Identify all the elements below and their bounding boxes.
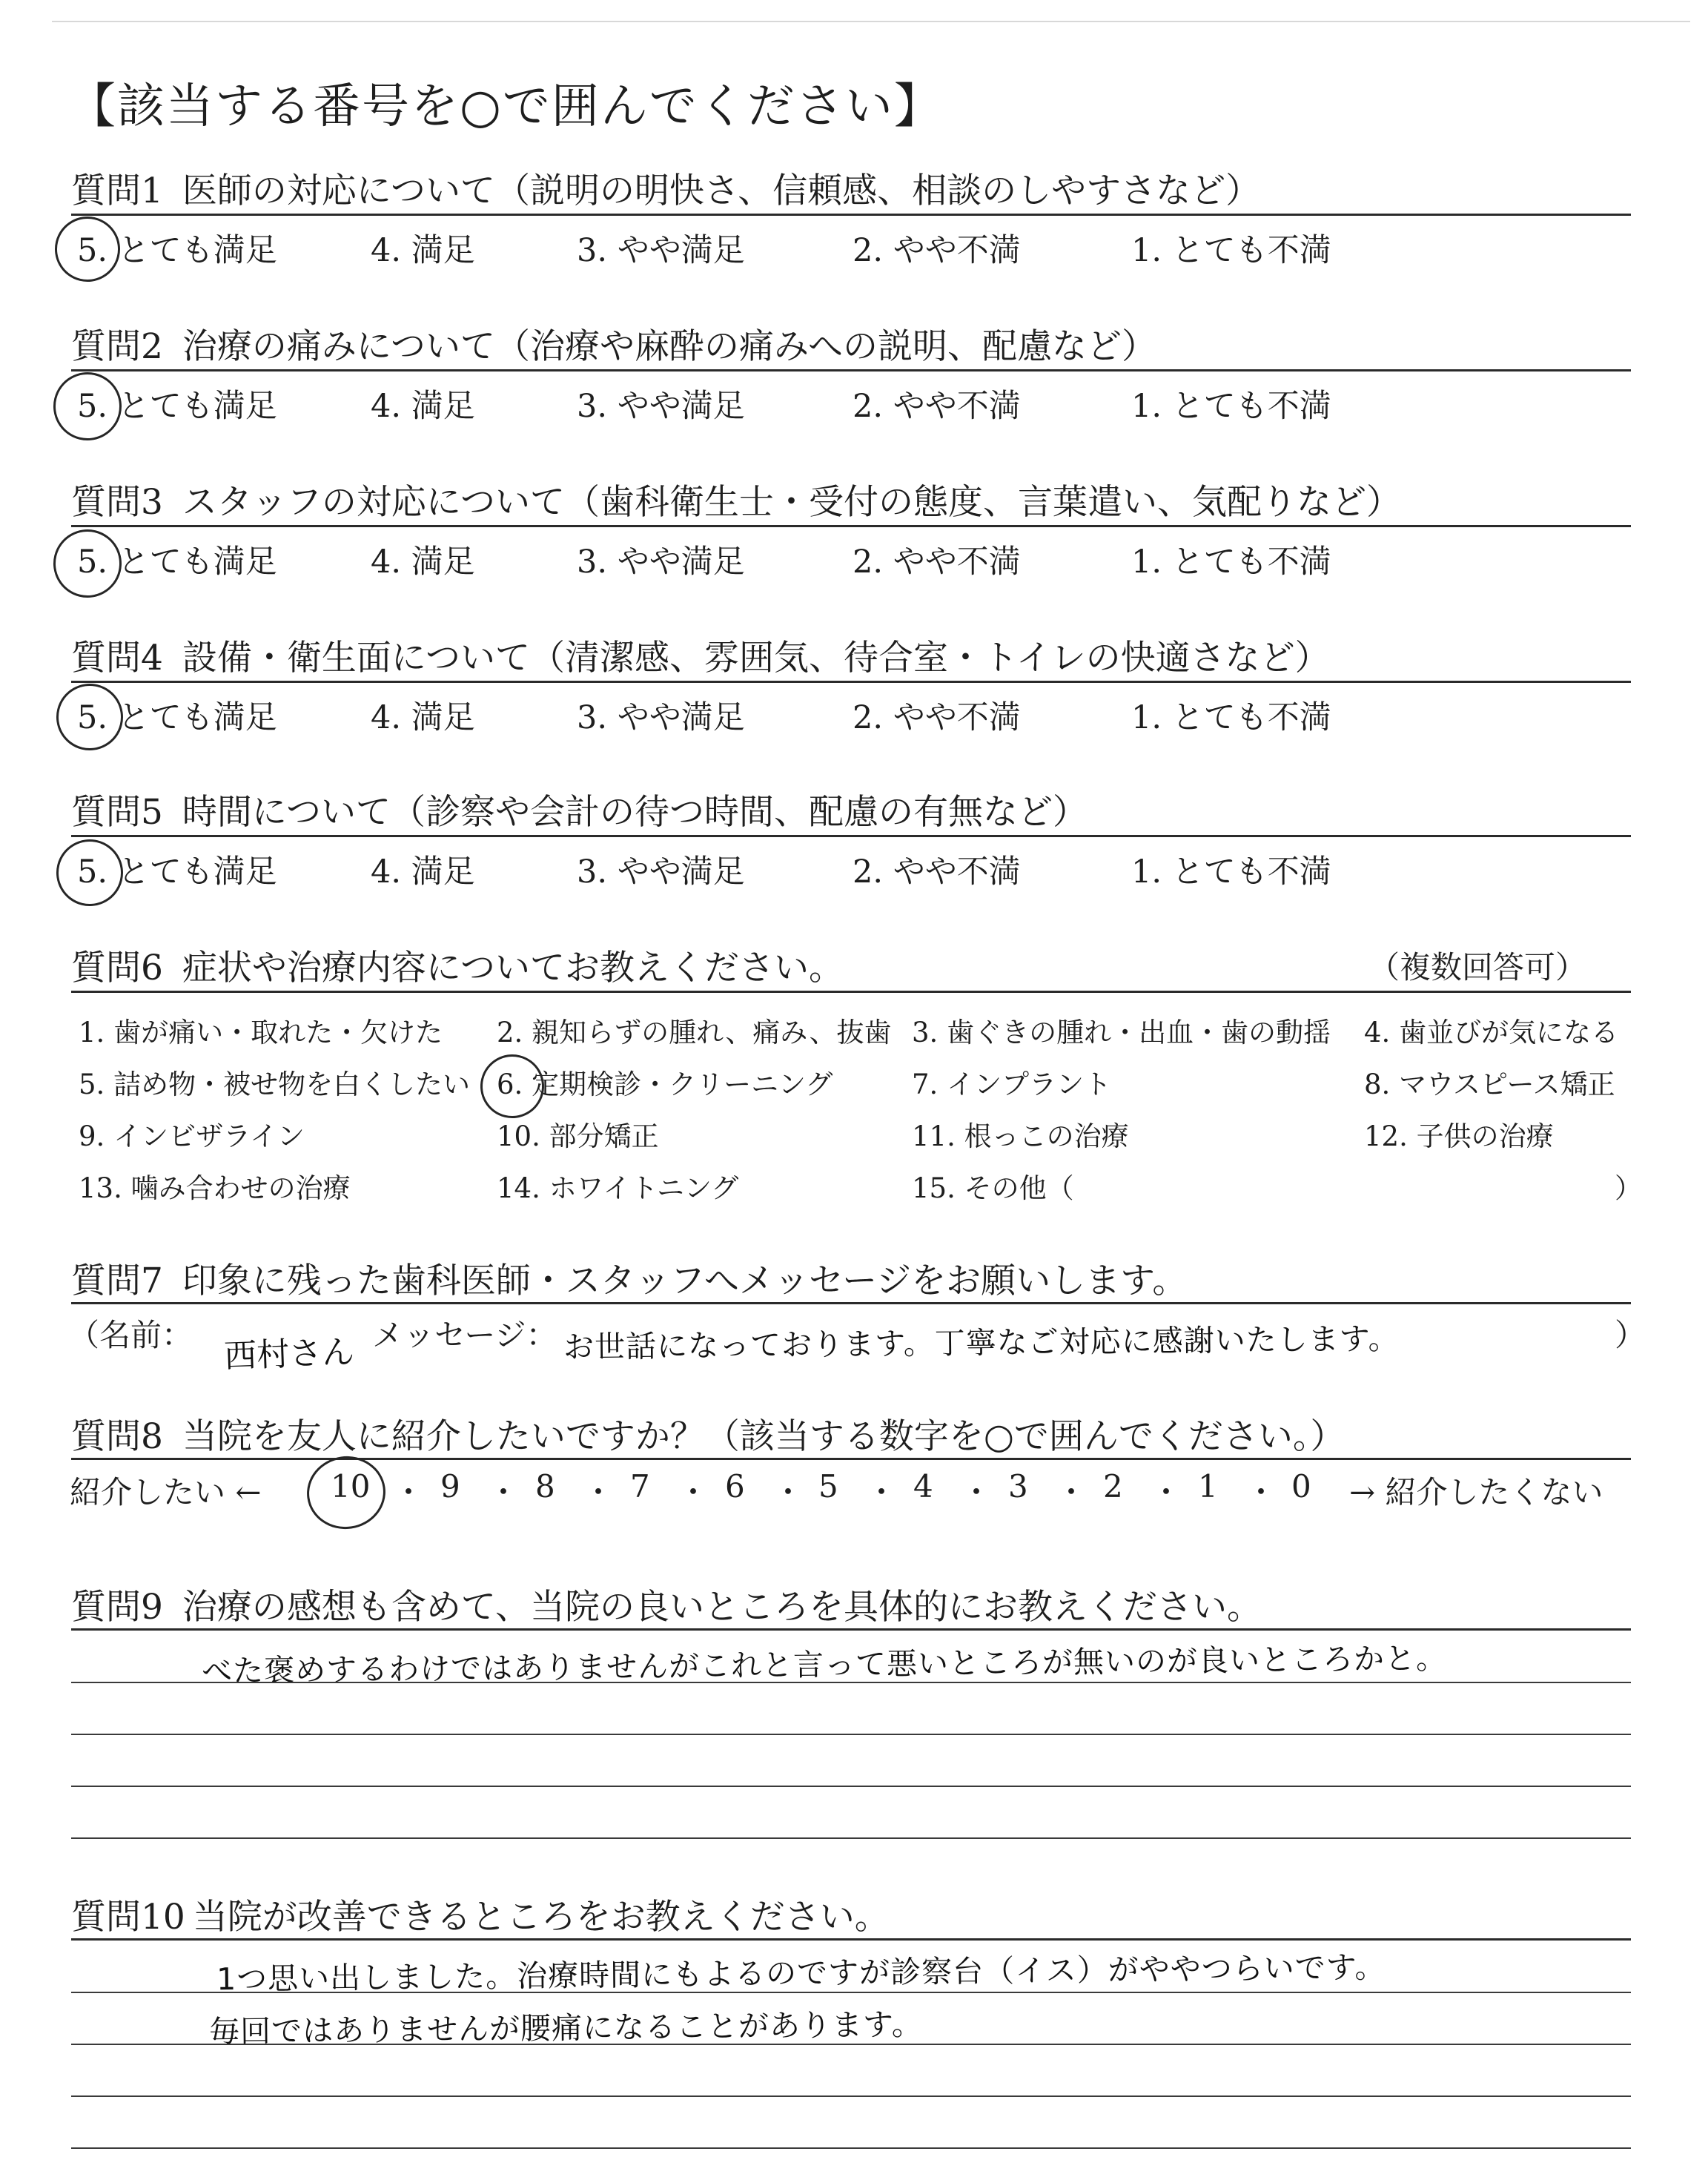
q8-score-7[interactable]: 7 <box>630 1468 650 1505</box>
q8-separator: ・ <box>1245 1474 1277 1510</box>
q7-close-paren: ） <box>1615 1317 1646 1353</box>
q9-answer-line <box>71 1786 1631 1787</box>
question-9-rule <box>71 1628 1631 1631</box>
q6-option-3[interactable]: 3. 歯ぐきの腫れ・出血・歯の動揺 <box>912 1017 1331 1048</box>
q4-option-5[interactable]: 5. とても満足 <box>77 699 277 736</box>
q8-separator: ・ <box>772 1474 804 1510</box>
q8-separator: ・ <box>583 1474 615 1510</box>
q10-answer-line <box>71 2095 1631 2097</box>
question-8-title <box>71 1409 1345 1459</box>
q6-option-14[interactable]: 14. ホワイトニング <box>497 1172 739 1204</box>
question-6-number: 質問6 <box>71 948 163 988</box>
question-9-title <box>71 1579 1262 1629</box>
question-6-text: 症状や治療内容についてお教えください。 <box>182 948 844 988</box>
q8-score-3[interactable]: 3 <box>1008 1468 1028 1505</box>
q8-separator: ・ <box>866 1474 898 1510</box>
question-3-number: 質問3 <box>71 482 163 523</box>
q3-option-2[interactable]: 2. やや不満 <box>853 544 1021 581</box>
q5-option-1[interactable]: 1. とても不満 <box>1131 853 1331 891</box>
q6-option-1[interactable]: 1. 歯が痛い・取れた・欠けた <box>79 1017 443 1048</box>
question-9-text: 治療の感想も含めて、当院の良いところを具体的にお教えください。 <box>182 1587 1262 1628</box>
q10-answer-line <box>71 2044 1631 2045</box>
q8-score-10[interactable]: 10 <box>331 1468 371 1505</box>
question-2-title <box>71 319 1156 369</box>
q5-option-2[interactable]: 2. やや不満 <box>853 853 1021 891</box>
q1-option-2[interactable]: 2. やや不満 <box>853 232 1021 269</box>
q3-option-5[interactable]: 5. とても満足 <box>77 544 277 581</box>
q4-selection-circle <box>52 679 128 755</box>
q6-option-5[interactable]: 5. 詰め物・被せ物を白くしたい <box>79 1069 471 1100</box>
q8-score-8[interactable]: 8 <box>535 1468 555 1505</box>
question-9-number: 質問9 <box>71 1587 163 1628</box>
q6-option-12[interactable]: 12. 子供の治療 <box>1364 1120 1554 1152</box>
q8-left-label: 紹介したい ← <box>70 1474 262 1510</box>
question-7-title <box>71 1253 1187 1303</box>
question-4-title <box>71 630 1330 680</box>
q8-selection-circle <box>302 1451 391 1534</box>
question-2-text: 治療の痛みについて（治療や麻酔の痛みへの説明、配慮など） <box>182 326 1157 367</box>
q4-option-4[interactable]: 4. 満足 <box>371 699 475 736</box>
q6-option-6[interactable]: 6. 定期検診・クリーニング <box>497 1069 833 1100</box>
instruction-heading: 【該当する番号を○で囲んでください】 <box>68 79 943 134</box>
q2-selection-circle <box>49 368 126 445</box>
q6-option-15[interactable]: 15. その他（ <box>912 1172 1074 1204</box>
question-3-rule <box>71 525 1631 527</box>
question-8-text: 当院を友人に紹介したいですか？（該当する数字を○で囲んでください。） <box>182 1416 1345 1457</box>
question-5-title <box>71 785 1088 834</box>
q7-name-value[interactable]: 西村さん <box>223 1332 355 1376</box>
question-6-title <box>71 940 844 990</box>
q5-option-5[interactable]: 5. とても満足 <box>77 853 277 891</box>
question-5-number: 質問5 <box>71 792 163 833</box>
q6-option-11[interactable]: 11. 根っこの治療 <box>912 1120 1129 1152</box>
q6-option-2[interactable]: 2. 親知らずの腫れ、痛み、抜歯 <box>497 1017 892 1048</box>
q7-message-value[interactable]: お世話になっております。丁寧なご対応に感謝いたします。 <box>563 1321 1400 1365</box>
q3-option-1[interactable]: 1. とても不満 <box>1131 544 1331 581</box>
q8-right-label: → 紹介したくない <box>1349 1474 1603 1510</box>
q8-score-1[interactable]: 1 <box>1198 1468 1218 1505</box>
q4-option-1[interactable]: 1. とても不満 <box>1131 699 1331 736</box>
q8-separator: ・ <box>393 1474 425 1510</box>
q3-option-4[interactable]: 4. 満足 <box>371 544 475 581</box>
question-4-rule <box>71 681 1631 683</box>
q6-option-9[interactable]: 9. インビザライン <box>79 1120 305 1152</box>
q8-separator: ・ <box>1056 1474 1088 1510</box>
question-8-rule <box>71 1458 1631 1460</box>
q9-answer-line <box>71 1734 1631 1735</box>
q6-option-13[interactable]: 13. 噛み合わせの治療 <box>79 1172 351 1204</box>
q1-option-3[interactable]: 3. やや満足 <box>577 232 745 269</box>
question-10-text: 当院が改善できるところをお教えください。 <box>192 1897 890 1938</box>
q8-score-9[interactable]: 9 <box>440 1468 460 1505</box>
question-1-rule <box>71 214 1631 216</box>
question-3-title <box>71 475 1401 524</box>
q7-name-label: （名前： <box>68 1317 193 1353</box>
q10-answer-line <box>71 2147 1631 2149</box>
q1-option-4[interactable]: 4. 満足 <box>371 232 475 269</box>
q8-separator: ・ <box>678 1474 709 1510</box>
page-top-border <box>52 21 1690 22</box>
question-6-rule <box>71 991 1631 993</box>
q7-message-label: メッセージ： <box>372 1317 557 1353</box>
q1-selection-circle <box>50 212 124 285</box>
q2-option-5[interactable]: 5. とても満足 <box>77 388 277 425</box>
q2-option-1[interactable]: 1. とても不満 <box>1131 388 1331 425</box>
q8-score-5[interactable]: 5 <box>818 1468 838 1505</box>
q6-selection-circle <box>476 1050 548 1122</box>
question-2-rule <box>71 369 1631 371</box>
q1-option-5[interactable]: 5. とても満足 <box>77 232 277 269</box>
q10-answer-line-2[interactable]: 毎回ではありませんが腰痛になることがあります。 <box>208 2006 923 2050</box>
q8-separator: ・ <box>1151 1474 1182 1510</box>
q9-answer-line <box>71 1837 1631 1839</box>
q2-option-4[interactable]: 4. 満足 <box>371 388 475 425</box>
q8-score-2[interactable]: 2 <box>1103 1468 1123 1505</box>
q8-separator: ・ <box>961 1474 993 1510</box>
q5-option-3[interactable]: 3. やや満足 <box>577 853 745 891</box>
question-2-number: 質問2 <box>71 326 163 367</box>
q8-separator: ・ <box>488 1474 520 1510</box>
question-10-rule <box>71 1938 1631 1941</box>
question-7-rule <box>71 1302 1631 1304</box>
question-6-multi-note: （複数回答可） <box>1368 949 1587 985</box>
q10-answer-line <box>71 1992 1631 1993</box>
question-4-number: 質問4 <box>71 638 163 678</box>
q4-option-3[interactable]: 3. やや満足 <box>577 699 745 736</box>
question-5-text: 時間について（診察や会計の待つ時間、配慮の有無など） <box>182 792 1088 833</box>
question-3-text: スタッフの対応について（歯科衛生士・受付の態度、言葉遣い、気配りなど） <box>182 482 1401 523</box>
q9-answer[interactable]: べた褒めするわけではありませんがこれと言って悪いところが無いのが良いところかと。 <box>201 1640 1448 1689</box>
q6-option-15-close: ） <box>1615 1172 1642 1204</box>
question-7-text: 印象に残った歯科医師・スタッフへメッセージをお願いします。 <box>182 1261 1188 1301</box>
q4-option-2[interactable]: 2. やや不満 <box>853 699 1021 736</box>
q6-option-10[interactable]: 10. 部分矯正 <box>497 1120 659 1152</box>
q2-option-3[interactable]: 3. やや満足 <box>577 388 745 425</box>
question-5-rule <box>71 835 1631 837</box>
q6-option-8[interactable]: 8. マウスピース矯正 <box>1364 1069 1615 1100</box>
question-10-number: 質問10 <box>71 1897 185 1938</box>
question-8-number: 質問8 <box>71 1416 163 1457</box>
q3-option-3[interactable]: 3. やや満足 <box>577 544 745 581</box>
question-10-title <box>71 1889 890 1939</box>
q9-answer-line <box>71 1682 1631 1683</box>
question-1-text: 医師の対応について（説明の明快さ、信頼感、相談のしやすさなど） <box>182 171 1261 211</box>
q6-option-7[interactable]: 7. インプラント <box>912 1069 1112 1100</box>
q8-score-0[interactable]: 0 <box>1291 1468 1311 1505</box>
question-1-title <box>71 163 1260 213</box>
q5-option-4[interactable]: 4. 満足 <box>371 853 475 891</box>
q10-answer-line-1[interactable]: 1つ思い出しました。治療時間にもよるのですが診察台（イス）がややつらいです。 <box>216 1949 1386 1998</box>
q8-score-6[interactable]: 6 <box>725 1468 745 1505</box>
question-4-text: 設備・衛生面について（清潔感、雰囲気、待合室・トイレの快適さなど） <box>182 638 1330 678</box>
question-1-number: 質問1 <box>71 171 163 211</box>
q8-score-4[interactable]: 4 <box>913 1468 933 1505</box>
q2-option-2[interactable]: 2. やや不満 <box>853 388 1021 425</box>
q1-option-1[interactable]: 1. とても不満 <box>1131 232 1331 269</box>
q6-option-4[interactable]: 4. 歯並びが気になる <box>1364 1017 1619 1048</box>
question-7-number: 質問7 <box>71 1261 163 1301</box>
